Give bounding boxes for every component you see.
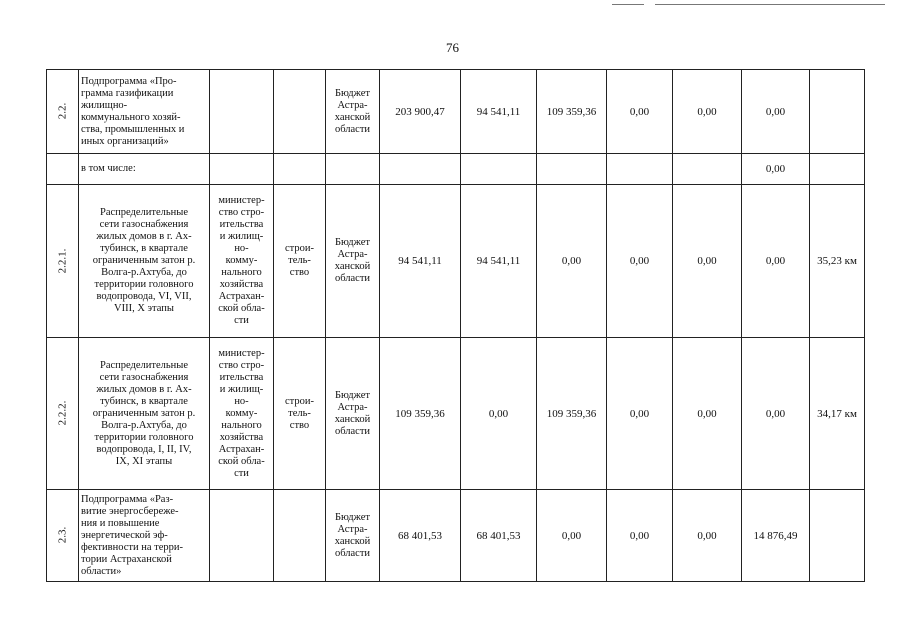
- row-number-cell: [47, 185, 79, 338]
- program-name: Распределительные сети газоснабжения жилых домов в г. Ах- тубинск, в квартале ограниченным затон р. Волга-р.Ахтуба, до территории головного водопровода, I, II, IV, IX, XI этапы: [92, 359, 196, 467]
- row-number: 2.2.2.: [56, 400, 69, 426]
- work-type-cell: [274, 154, 326, 185]
- table-row: [47, 70, 865, 154]
- year1-cell: 68 401,53: [461, 490, 537, 582]
- table-row: [47, 154, 865, 185]
- funding-source: Бюджет Астра- ханской области: [334, 237, 371, 284]
- program-name: в том числе:: [81, 163, 136, 174]
- result-cell: [810, 70, 865, 154]
- year2-cell: 109 359,36: [537, 70, 607, 154]
- funding-source: Бюджет Астра- ханской области: [334, 87, 371, 135]
- program-name: Распределительные сети газоснабжения жилых домов в г. Ах- тубинск, в квартале ограниченным затон р. Волга-р.Ахтуба, до территории головного водопровода, VI, VII, VIII, X этапы: [92, 207, 196, 314]
- row-number: 2.2.1.: [56, 248, 69, 273]
- table-row: [47, 185, 865, 338]
- funding-source: Бюджет Астра- ханской области: [334, 389, 371, 437]
- year5-cell: 0,00: [742, 154, 810, 185]
- program-name-cell: [79, 185, 210, 338]
- total-cell: 109 359,36: [380, 338, 461, 490]
- top-rule-long: [655, 4, 885, 5]
- year4-cell: 0,00: [673, 338, 742, 490]
- program-name: Подпрограмма «Раз- витие энергосбереже- ния и повышение энергетической эф- фективности на терри- тории Астраханской области»: [81, 493, 183, 577]
- executor: министер- ство стро- ительства и жилищ- но- комму- нального хозяйства Астрахан- ской обла- сти: [218, 195, 265, 326]
- total-cell: [380, 154, 461, 185]
- year5-cell: 14 876,49: [742, 490, 810, 582]
- row-number: 2.2.: [56, 102, 69, 120]
- program-name-cell: [79, 490, 210, 582]
- top-rule-short: [612, 4, 644, 5]
- work-type-cell: [274, 338, 326, 490]
- year2-cell: 0,00: [537, 490, 607, 582]
- year4-cell: 0,00: [673, 185, 742, 338]
- year3-cell: 0,00: [607, 490, 673, 582]
- total-cell: 68 401,53: [380, 490, 461, 582]
- year2-cell: 0,00: [537, 185, 607, 338]
- program-name-cell: [79, 338, 210, 490]
- year4-cell: [673, 154, 742, 185]
- work-type: строи- тель- ство: [285, 243, 314, 278]
- year3-cell: 0,00: [607, 338, 673, 490]
- budget-table: [46, 69, 865, 582]
- year3-cell: 0,00: [607, 70, 673, 154]
- program-name-cell: [79, 154, 210, 185]
- program-name: Подпрограмма «Про- грамма газификации жилищно- коммунального хозяй- ства, промышленных и иных организаций»: [81, 75, 185, 147]
- year3-cell: [607, 154, 673, 185]
- row-number-cell: [47, 490, 79, 582]
- executor: министер- ство стро- ительства и жилищ- но- комму- нального хозяйства Астрахан- ской обла- сти: [218, 347, 265, 479]
- executor-cell: [210, 185, 274, 338]
- program-name-cell: [79, 70, 210, 154]
- year5-cell: 0,00: [742, 338, 810, 490]
- table-row: [47, 490, 865, 582]
- work-type-cell: [274, 490, 326, 582]
- row-number-cell: [47, 154, 79, 185]
- year1-cell: 0,00: [461, 338, 537, 490]
- year2-cell: [537, 154, 607, 185]
- funding-source-cell: [326, 490, 380, 582]
- work-type-cell: [274, 70, 326, 154]
- executor-cell: [210, 490, 274, 582]
- page-number: 76: [446, 40, 459, 55]
- result-cell: [810, 490, 865, 582]
- year2-cell: 109 359,36: [537, 338, 607, 490]
- executor-cell: [210, 70, 274, 154]
- total-cell: 203 900,47: [380, 70, 461, 154]
- result-cell: 34,17 км: [810, 338, 865, 490]
- executor-cell: [210, 338, 274, 490]
- result-cell: 35,23 км: [810, 185, 865, 338]
- total-cell: 94 541,11: [380, 185, 461, 338]
- year4-cell: 0,00: [673, 70, 742, 154]
- funding-source-cell: [326, 154, 380, 185]
- result-cell: [810, 154, 865, 185]
- year1-cell: [461, 154, 537, 185]
- row-number-cell: [47, 70, 79, 154]
- work-type-cell: [274, 185, 326, 338]
- year5-cell: 0,00: [742, 70, 810, 154]
- row-number-cell: [47, 338, 79, 490]
- funding-source-cell: [326, 338, 380, 490]
- funding-source: Бюджет Астра- ханской области: [334, 511, 371, 559]
- year1-cell: 94 541,11: [461, 70, 537, 154]
- funding-source-cell: [326, 70, 380, 154]
- year4-cell: 0,00: [673, 490, 742, 582]
- row-number: 2.3.: [56, 526, 69, 544]
- executor-cell: [210, 154, 274, 185]
- work-type: строи- тель- ство: [285, 395, 314, 431]
- year5-cell: 0,00: [742, 185, 810, 338]
- funding-source-cell: [326, 185, 380, 338]
- year1-cell: 94 541,11: [461, 185, 537, 338]
- year3-cell: 0,00: [607, 185, 673, 338]
- table-row: [47, 338, 865, 490]
